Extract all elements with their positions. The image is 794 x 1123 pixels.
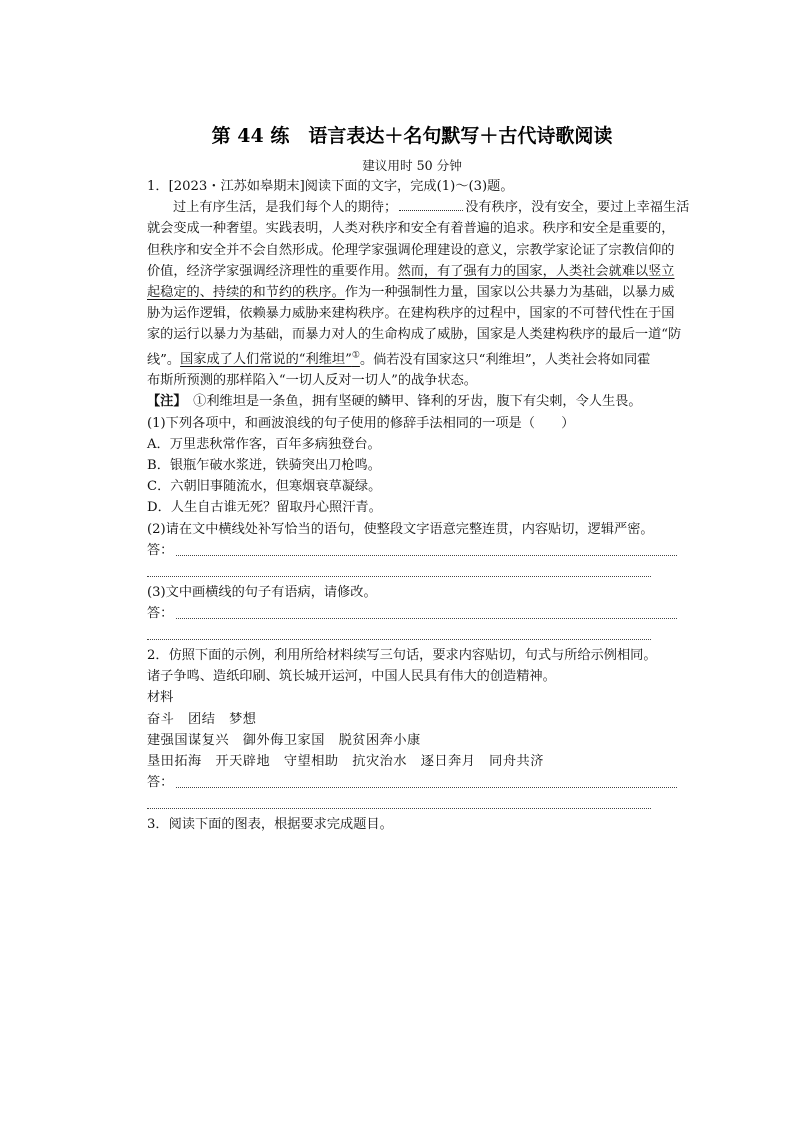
option-d: D．人生自古谁无死？留取丹心照汗青。 — [147, 500, 382, 516]
passage-line-2: 就会变成一种奢望。实践表明，人类对秩序和安全有着普遍的追求。秩序和安全是重要的， — [147, 221, 675, 237]
passage-text: 价值，经济学家强调经济理性的重要作用。 — [147, 263, 398, 279]
dotted-rule — [176, 786, 677, 788]
answer-line-continued[interactable] — [147, 793, 677, 814]
wavy-sentence-text: 国家成了人们常说的“利维坦” — [180, 352, 352, 368]
footnote-marker: ① — [351, 350, 360, 361]
footnote — [147, 391, 677, 412]
passage-text: 线”。 — [147, 352, 181, 368]
sub-question-2: (2)请在文中横线处补写恰当的语句，使整段文字语意完整连贯，内容贴切，逻辑严密。 — [147, 521, 654, 537]
time-suggestion: 建议用时 50 分钟 — [362, 158, 462, 173]
underlined-sentence: 起稳定的、持续的和节约的秩序。 — [147, 285, 345, 301]
material-row-2: 建强国谋复兴 御外侮卫家国 脱贫困奔小康 — [147, 732, 421, 748]
option-a: A．万里悲秋常作客，百年多病独登台。 — [147, 436, 381, 452]
answer-line-continued[interactable] — [147, 624, 677, 645]
sub-question-1: (1)下列各项中，和画波浪线的句子使用的修辞手法相同的一项是（ ） — [147, 415, 575, 431]
sub-question-3: (3)文中画横线的句子有语病，请修改。 — [147, 584, 377, 600]
answer-label: 答： — [147, 542, 174, 558]
q2-example: 诸子争鸣、造纸印刷、筑长城开运河，中国人民具有伟大的创造精神。 — [147, 669, 556, 685]
passage-line-3: 但秩序和安全并不会自然形成。伦理学家强调伦理建设的意义，宗教学家论证了宗教信仰的 — [147, 242, 675, 258]
passage-line-6: 胁为运作逻辑，依赖暴力威胁来建构秩序。在建构秩序的过程中，国家的不可替代性在于国 — [147, 306, 675, 322]
answer-label: 答： — [147, 775, 174, 791]
q1-stem: 1．[2023・江苏如皋期末]阅读下面的文字，完成(1)～(3)题。 — [147, 179, 514, 194]
passage-text: 。倘若没有国家这只“利维坦”，人类社会将如同霍 — [359, 352, 651, 368]
document-content — [147, 123, 690, 835]
q2-stem: 2．仿照下面的示例，利用所给材料续写三句话，要求内容贴切，句式与所给示例相同。 — [147, 648, 657, 664]
note-text: ①利维坦是一条鱼，拥有坚硬的鳞甲、锋利的牙齿，腹下有尖刺，令人生畏。 — [179, 394, 642, 410]
answer-line-continued[interactable] — [147, 561, 677, 582]
q3-stem: 3．阅读下面的图表，根据要求完成题目。 — [147, 817, 393, 833]
passage-text: 过上有序生活，是我们每个人的期待； — [173, 200, 398, 216]
answer-line[interactable] — [147, 540, 677, 561]
answer-line[interactable] — [147, 772, 677, 793]
page-title: 第 44 练 语言表达＋名句默写＋古代诗歌阅读 — [211, 125, 613, 147]
option-b: B．银瓶乍破水浆迸，铁骑突出刀枪鸣。 — [147, 458, 381, 474]
passage-line-8 — [147, 346, 677, 371]
wavy-sentence — [180, 352, 360, 367]
passage-line-1 — [147, 197, 690, 218]
answer-label: 答： — [147, 605, 174, 621]
material-row-3: 垦田拓海 开天辟地 守望相助 抗灾治水 逐日奔月 同舟共济 — [147, 754, 544, 770]
material-label: 材料 — [147, 690, 174, 706]
passage-line-7: 家的运行以暴力为基础，而暴力对人的生命构成了威胁，国家是人类建构秩序的最后一道“防 — [147, 327, 682, 343]
fill-blank — [399, 198, 463, 211]
passage-line-9: 布斯所预测的那样陷入“一切人反对一切人”的战争状态。 — [147, 373, 477, 389]
passage-line-5 — [147, 282, 677, 303]
material-row-1: 奋斗 团结 梦想 — [147, 711, 257, 727]
answer-line[interactable] — [147, 603, 677, 624]
underlined-sentence: 然而，有了强有力的国家，人类社会就难以竖立 — [397, 263, 675, 279]
option-c: C．六朝旧事随流水，但寒烟衰草凝绿。 — [147, 479, 382, 495]
note-tag: 【注】 — [147, 394, 180, 410]
dotted-rule — [176, 554, 677, 556]
passage-line-4 — [147, 261, 677, 282]
passage-text: 没有秩序，没有安全，要过上幸福生活 — [465, 200, 690, 216]
dotted-rule — [176, 617, 677, 619]
passage-text: 作为一种强制性力量，国家以公共暴力为基础，以暴力威 — [344, 285, 675, 301]
